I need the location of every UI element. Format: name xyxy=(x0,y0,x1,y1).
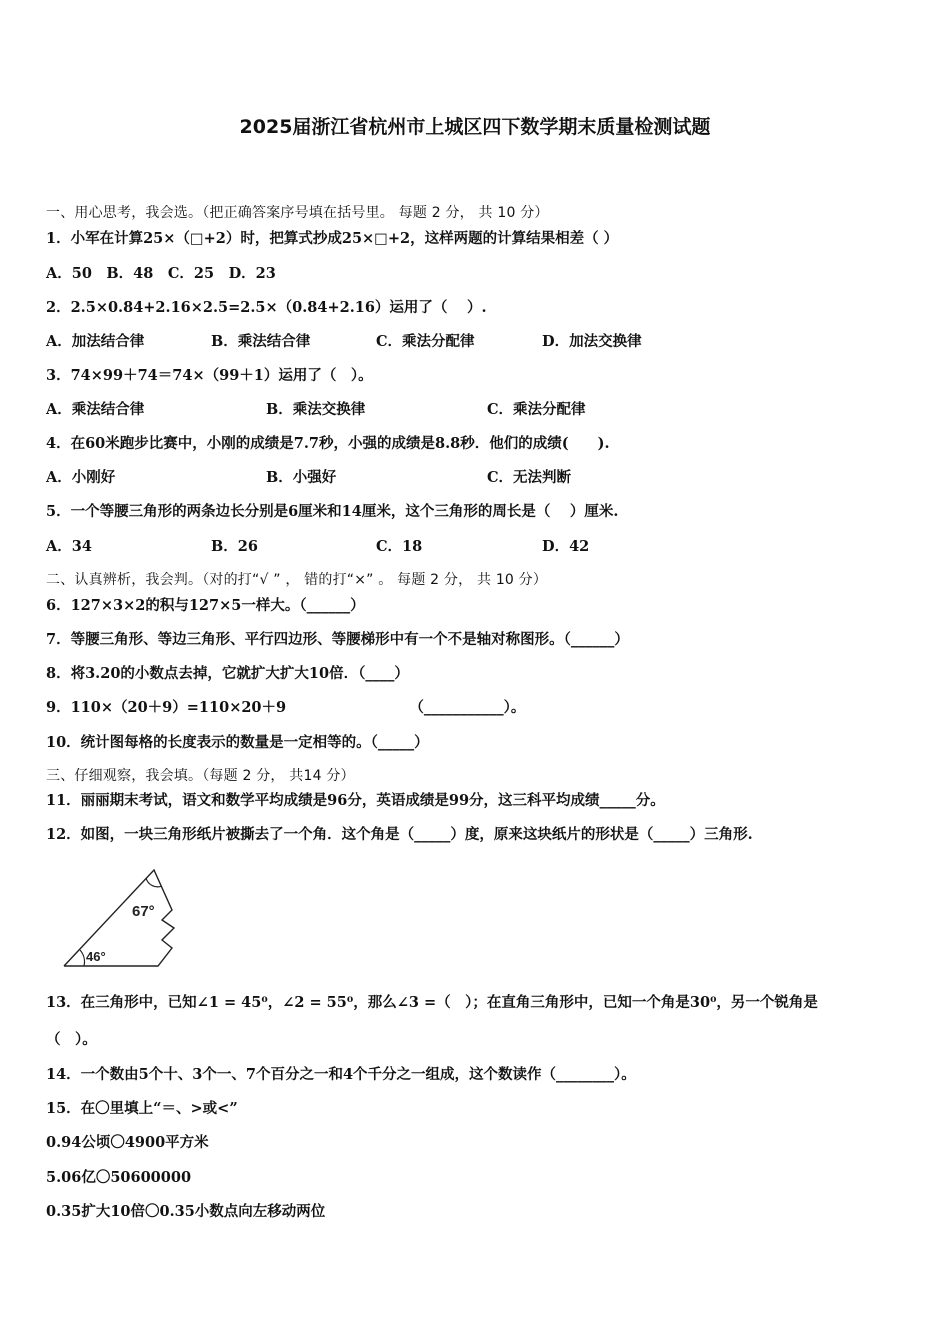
option-a: A．小刚好 xyxy=(46,469,116,486)
question-13-continued: （ ）。 xyxy=(46,1031,97,1048)
question-1: 1．小军在计算25×（□+2）时，把算式抄成25×□+2，这样两题的计算结果相差（ ） xyxy=(46,230,619,247)
option-a: A．乘法结合律 xyxy=(46,401,145,418)
option-b: B．乘法结合律 xyxy=(211,333,311,350)
question-12: 12．如图，一块三角形纸片被撕去了一个角．这个角是（_____）度，原来这块纸片的形状是（_____）三角形. xyxy=(46,826,753,843)
torn-triangle-figure xyxy=(60,864,185,970)
page-title: 2025届浙江省杭州市上城区四下数学期末质量检测试题 xyxy=(239,116,711,138)
option-d: D．加法交换律 xyxy=(542,333,642,350)
question-4: 4．在60米跑步比赛中，小刚的成绩是7.7秒，小强的成绩是8.8秒．他们的成绩( ). xyxy=(46,435,610,452)
angle-label-67: 67° xyxy=(132,903,155,920)
option-d: D．42 xyxy=(542,538,590,555)
triangle-outline xyxy=(64,870,174,966)
angle-arc-bottom xyxy=(80,950,84,966)
option-a: A．加法结合律 xyxy=(46,333,145,350)
option-b: B．26 xyxy=(211,538,258,555)
question-14: 14．一个数由5个十、3个一、7个百分之一和4个千分之一组成，这个数读作（________）。 xyxy=(46,1066,636,1083)
question-7: 7．等腰三角形、等边三角形、平行四边形、等腰梯形中有一个不是轴对称图形。（______） xyxy=(46,631,629,648)
question-11: 11．丽丽期末考试，语文和数学平均成绩是96分，英语成绩是99分，这三科平均成绩_____分。 xyxy=(46,792,665,809)
question-1-options: A．50 B．48 C．25 D．23 xyxy=(46,265,276,282)
option-b: B．乘法交换律 xyxy=(266,401,366,418)
question-2: 2．2.5×0.84+2.16×2.5=2.5×（0.84+2.16）运用了（ ）. xyxy=(46,299,487,316)
question-8: 8．将3.20的小数点去掉，它就扩大扩大10倍．（____） xyxy=(46,665,409,682)
question-15: 15．在〇里填上“＝、>或<” xyxy=(46,1100,238,1117)
option-c: C．乘法分配律 xyxy=(376,333,475,350)
question-9: 9．110×（20＋9）=110×20＋9 （___________）。 xyxy=(46,699,526,716)
option-a: A．34 xyxy=(46,538,92,555)
question-15-item-2: 5.06亿〇50600000 xyxy=(46,1169,192,1186)
question-3: 3．74×99＋74＝74×（99＋1）运用了（ ）。 xyxy=(46,367,373,384)
question-13: 13．在三角形中，已知∠1 = 45⁰，∠2 = 55⁰，那么∠3 =（ ）；在直角三角形中，已知一个角是30⁰，另一个锐角是 xyxy=(46,994,818,1011)
question-5: 5．一个等腰三角形的两条边长分别是6厘米和14厘米，这个三角形的周长是（ ）厘米. xyxy=(46,503,619,520)
section-1-heading: 一、用心思考，我会选。（把正确答案序号填在括号里。 每题 2 分， 共 10 分） xyxy=(46,205,549,221)
option-c: C．18 xyxy=(376,538,423,555)
option-c: C．乘法分配律 xyxy=(487,401,586,418)
question-15-item-1: 0.94公顷〇4900平方米 xyxy=(46,1134,209,1151)
question-6: 6．127×3×2的积与127×5一样大。（______） xyxy=(46,597,365,614)
angle-label-46: 46° xyxy=(86,949,106,964)
option-b: B．小强好 xyxy=(266,469,337,486)
section-3-heading: 三、仔细观察，我会填。（每题 2 分， 共14 分） xyxy=(46,768,355,784)
option-c: C．无法判断 xyxy=(487,469,572,486)
question-10: 10．统计图每格的长度表示的数量是一定相等的。（_____） xyxy=(46,734,429,751)
question-15-item-3: 0.35扩大10倍〇0.35小数点向左移动两位 xyxy=(46,1203,326,1220)
section-2-heading: 二、认真辨析，我会判。（对的打“√ ” ， 错的打“×” 。 每题 2 分， 共 10 分） xyxy=(46,572,548,588)
